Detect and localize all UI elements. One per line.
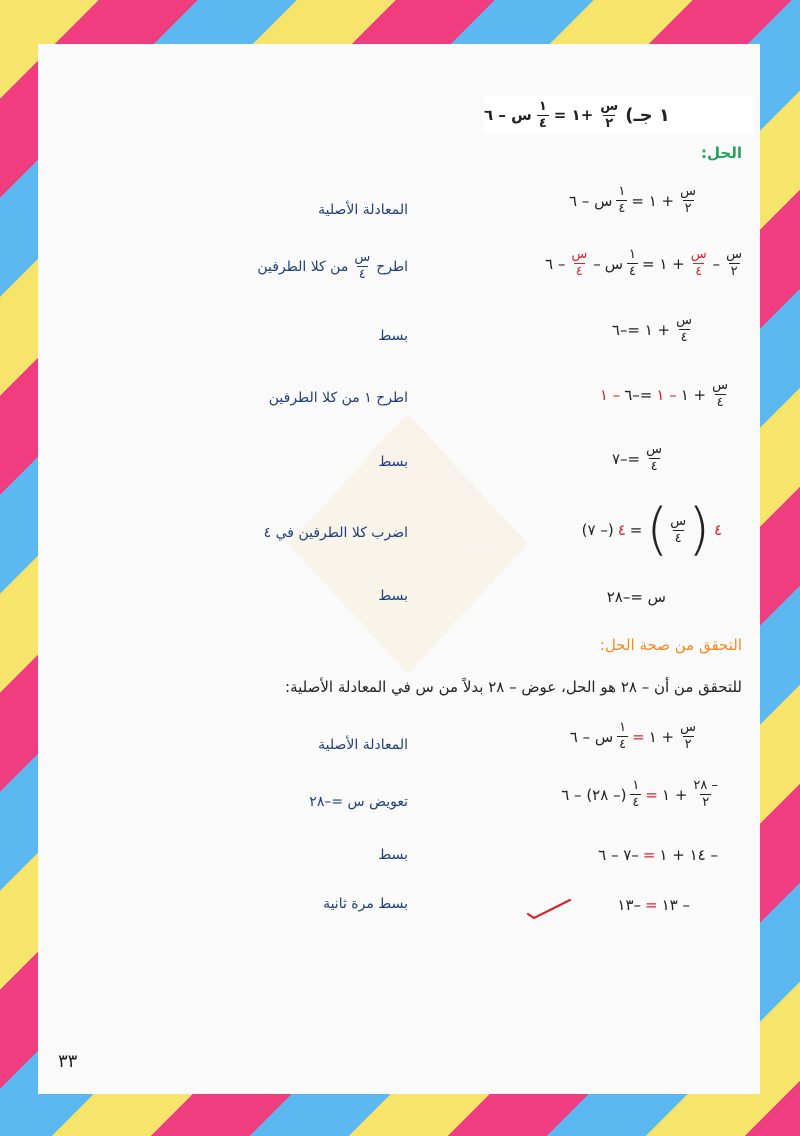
problem-label: ١ جـ) [625, 104, 670, 126]
verify-step-3-equation: – ١٤ + ١ = –٧ – ٦ [598, 846, 718, 864]
solution-title: الحل: [701, 144, 742, 162]
solution-step-4-description: اطرح ١ من كلا الطرفين [268, 390, 408, 406]
verify-step-1-description: المعادلة الأصلية [318, 737, 408, 753]
verify-step-2-description: تعويض س =–٢٨ [309, 794, 408, 810]
verify-step-4-equation: – ١٣ = –١٣ [617, 896, 690, 914]
solution-step-6-description: اضرب كلا الطرفين في ٤ [263, 525, 408, 541]
solution-step-5-equation: $\frac{\text{س}}{٤}$ =–٧ [611, 442, 662, 474]
solution-step-7-equation: س =–٢٨ [606, 588, 666, 606]
verify-intro: للتحقق من أن – ٢٨ هو الحل، عوض – ٢٨ بدلاً من س في المعادلة الأصلية: [285, 678, 742, 696]
solution-step-2-equation: $\frac{\text{س}}{٢}$ – $\frac{\text{س}}{٤}$ + ١ = $\frac{١}{٤}$ س – $\frac{\text{س}}{٤}$ – ٦ [544, 247, 742, 279]
verify-step-3-description: بسط [378, 847, 408, 863]
solution-step-7-description: بسط [378, 588, 408, 604]
page-number: ٣٣ [58, 1051, 78, 1072]
problem-statement [484, 96, 754, 134]
header-rhs-rest: س – ٦ [484, 106, 532, 124]
solution-step-6-equation: ٤ ( $\frac{\text{س}}{٤}$ ) = ٤ (– ٧) [581, 497, 722, 562]
solution-step-2-description: اطرح $\frac{\text{س}}{٤}$ من كلا الطرفين [257, 250, 408, 282]
solution-step-1-description: المعادلة الأصلية [318, 202, 408, 218]
verify-step-2-equation: $\frac{- ٢٨}{٢}$ + ١ = $\frac{١}{٤}$ (– ٢٨) – ٦ [561, 778, 718, 810]
header-fraction-1-over-4: $\frac{١}{٤}$ [538, 98, 547, 131]
solution-step-3-equation: $\frac{\text{س}}{٤}$ + ١ =–٦ [611, 313, 692, 345]
solution-step-3-description: بسط [378, 328, 408, 344]
solution-step-5-description: بسط [378, 454, 408, 470]
worksheet-page [38, 44, 760, 1094]
solution-step-1-equation: $\frac{\text{س}}{٢}$ + ١ = $\frac{١}{٤}$ س – ٦ [568, 184, 696, 216]
solution-step-4-equation: $\frac{\text{س}}{٤}$ + ١ – ١ =–٦ – ١ [599, 378, 728, 410]
verify-title: التحقق من صحة الحل: [599, 636, 742, 654]
verify-step-1-equation: $\frac{\text{س}}{٢}$ + ١ = $\frac{١}{٤}$ س – ٦ [569, 720, 696, 752]
header-lhs-rest: +١ = [553, 106, 594, 124]
verify-step-4-description: بسط مرة ثانية [323, 896, 408, 912]
book-watermark-icon [268, 394, 548, 694]
checkmark-icon [526, 896, 574, 920]
header-fraction-x-over-2: $\frac{\text{س}}{٢}$ [600, 98, 619, 131]
